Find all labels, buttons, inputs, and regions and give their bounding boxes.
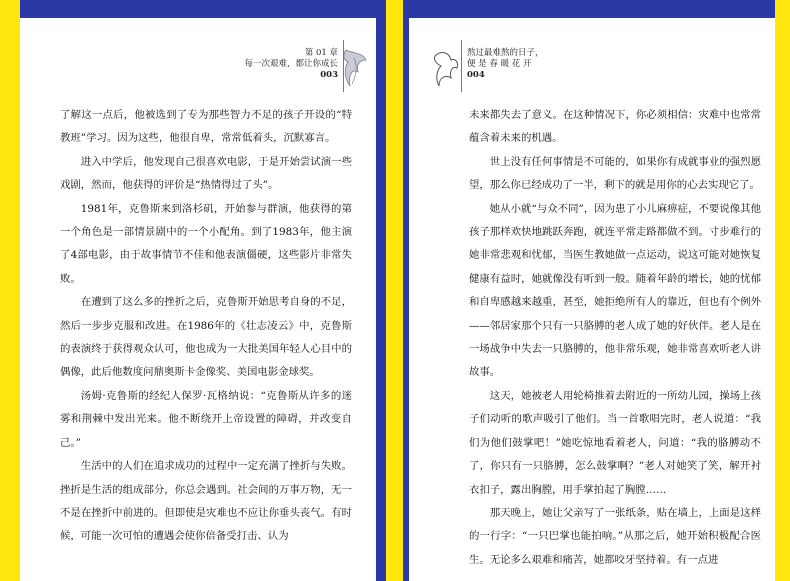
paragraph: 了解这一点后，他被选到了专为那些智力不足的孩子开设的“特教班”学习。因为这些，他很自卑，常常低着头，沉默寡言。 — [60, 109, 352, 145]
left-page-header — [244, 48, 338, 81]
paragraph: 进入中学后，他发现自己很喜欢电影，于是开始尝试演一些戏剧，然而，他获得的评价是“热情得过了头”。 — [60, 155, 352, 192]
chapter-subtitle: 每一次艰难，都让你成长 — [244, 59, 338, 69]
running-title-line2: 便 是 春 暖 花 开 — [467, 59, 532, 69]
paragraph: 汤姆·克鲁斯的经纪人保罗·瓦格纳说：“克鲁斯从许多的迷雾和荆棘中发出光来。他不断绕开上帝设置的障碍，并改变自己。” — [60, 389, 352, 449]
right-page-header — [467, 48, 544, 81]
paragraph: 这天，她被老人用轮椅推着去附近的一所幼儿园，操场上孩子们动听的歌声吸引了他们。当一首歌唱完时，老人说道：“我们为他们鼓掌吧！”她吃惊地看着老人，问道：“我的胳膊动不了，你只有一只胳膊，怎么鼓掌啊？”老人对她笑了笑，解开衬衣扣子，露出胸膛，用手掌拍起了胸膛…… — [469, 389, 761, 496]
right-page-body — [469, 104, 761, 572]
right-page — [403, 0, 775, 581]
paragraph: 世上没有任何事情是不可能的，如果你有成就事业的强烈愿望，那么你已经成功了一半，剩下的就是用你的心去实现它了。 — [469, 155, 761, 192]
paragraph: 未来都失去了意义。在这种情况下，你必须相信：灾难中也常常蕴含着未来的机遇。 — [469, 109, 761, 145]
left-page — [20, 0, 382, 581]
left-page-body — [60, 104, 352, 549]
paragraph: 1981年，克鲁斯来到洛杉矶，开始参与群演，他获得的第一个角色是一部情景剧中的一个小配角。到了1983年，他主演了4部电影，由于故事情节不佳和他表演僵硬，这些影片非常失败。 — [60, 202, 352, 285]
paragraph: 生活中的人们在追求成功的过程中一定充满了挫折与失败。挫折是生活的组成部分，你总会遇到。社会间的万事万物，无一不是在挫折中前进的。但即使是灾难也不应让你垂头丧气。有时候，可能一次可怕的遭遇会使你倍备受打击、认为 — [60, 460, 352, 543]
page-number: 004 — [467, 70, 485, 80]
chapter-label: 第 01 章 — [304, 48, 338, 58]
paragraph: 在遭到了这么多的挫折之后，克鲁斯开始思考自身的不足，然后一步步克服和改进。在1986年的《壮志凌云》中，克鲁斯的表演终于获得观众认可，他也成为一大批美国年轻人心目中的偶像，此后他数度问鼎奥斯卡金像奖、美国电影金球奖。 — [60, 296, 352, 379]
running-title-line1: 熬过最难熬的日子， — [467, 48, 544, 58]
paragraph: 她从小就“与众不同”，因为患了小儿麻痹症，不要说像其他孩子那样欢快地跳跃奔跑，就连平常走路都做不到。寸步难行的她非常悲观和忧郁，当医生教她做一点运动，说这可能对她恢复健康有益时，她就像没有听到一般。随着年龄的增长，她的忧郁和自卑感越来越重，甚至，她拒绝所有人的靠近，但也有个例外——邻居家那个只有一只胳膊的老人成了她的好伙伴。老人是在一场战争中失去一只胳膊的，他非常乐观，她非常喜欢听老人讲故事。 — [469, 202, 761, 379]
paragraph: 那天晚上，她让父亲写了一张纸条，贴在墙上，上面是这样的一行字：“一只巴掌也能拍响。”从那之后，她开始积极配合医生。无论多么艰难和痛苦，她都咬牙坚持着。有一点进 — [469, 506, 761, 566]
flying-figure-icon — [340, 46, 370, 92]
header-divider — [461, 40, 462, 92]
bird-outline-icon — [431, 46, 461, 92]
page-number: 003 — [320, 70, 338, 80]
